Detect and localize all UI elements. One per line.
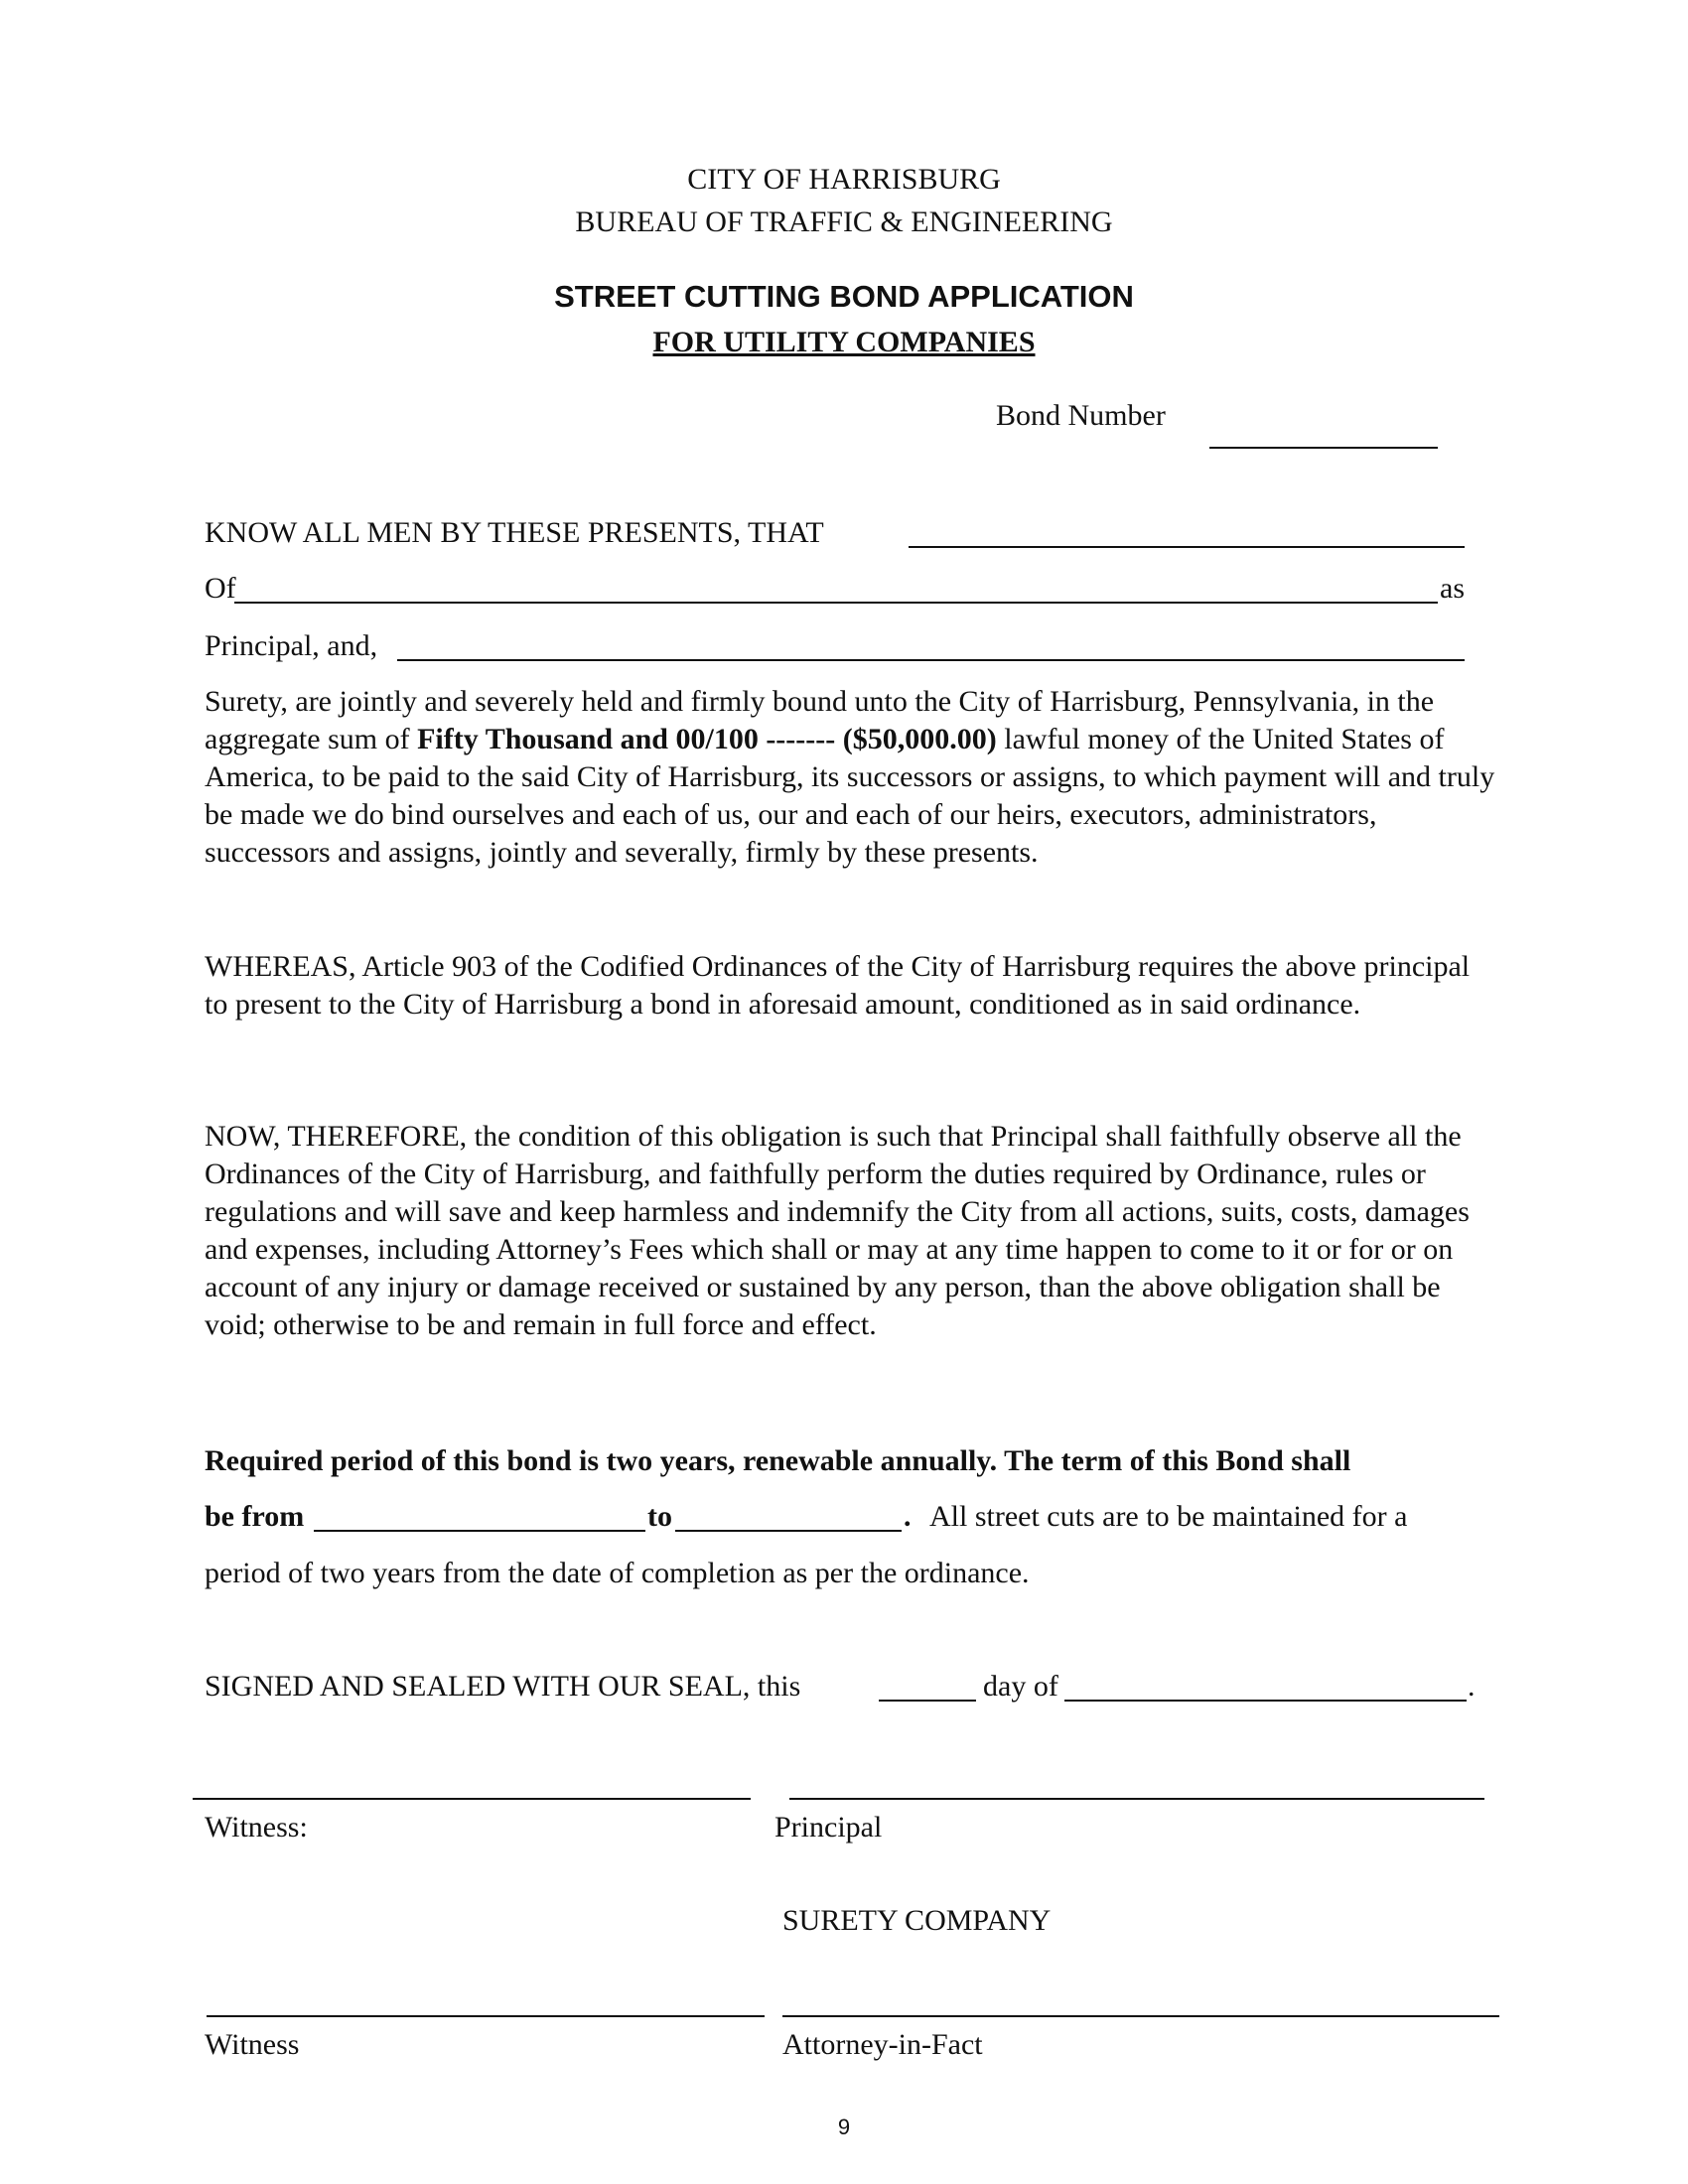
term-to-field[interactable] bbox=[675, 1530, 902, 1532]
bond-number-field[interactable] bbox=[1209, 447, 1438, 449]
witness-label-2: Witness bbox=[205, 2028, 300, 2061]
signed-end-dot: . bbox=[1468, 1670, 1476, 1703]
bond-sum: Fifty Thousand and 00/100 ------- ($50,000.00) bbox=[417, 723, 997, 755]
know-all-text: KNOW ALL MEN BY THESE PRESENTS, THAT bbox=[205, 516, 824, 549]
of-address-field[interactable] bbox=[234, 602, 1438, 604]
witness-signature-line-2[interactable] bbox=[207, 2015, 765, 2017]
bond-number-label: Bond Number bbox=[996, 399, 1166, 432]
of-label: Of bbox=[205, 572, 236, 605]
principal-label: Principal bbox=[774, 1811, 883, 1843]
maintained-text: All street cuts are to be maintained for a bbox=[929, 1500, 1408, 1533]
page-number: 9 bbox=[837, 2115, 851, 2139]
principal-and-label: Principal, and, bbox=[205, 629, 378, 662]
as-label: as bbox=[1440, 572, 1465, 605]
surety-company-label: SURETY COMPANY bbox=[782, 1904, 1052, 1937]
day-field[interactable] bbox=[879, 1700, 976, 1702]
attorney-in-fact-label: Attorney-in-Fact bbox=[782, 2028, 983, 2061]
document-subtitle: FOR UTILITY COMPANIES bbox=[652, 326, 1036, 358]
document-subtitle-wrap bbox=[0, 326, 1688, 359]
principal-name-field[interactable] bbox=[909, 546, 1465, 548]
signed-sealed-text: SIGNED AND SEALED WITH OUR SEAL, this bbox=[205, 1670, 801, 1703]
document-title: STREET CUTTING BOND APPLICATION bbox=[554, 279, 1134, 314]
surety-name-field[interactable] bbox=[397, 659, 1465, 661]
term-line-1: Required period of this bond is two years, renewable annually. The term of this Bond shall bbox=[205, 1444, 1351, 1477]
term-from-field[interactable] bbox=[314, 1530, 645, 1532]
term-line-3: period of two years from the date of completion as per the ordinance. bbox=[205, 1557, 1030, 1589]
attorney-signature-line[interactable] bbox=[782, 2015, 1499, 2017]
witness-label-1: Witness: bbox=[205, 1811, 308, 1843]
day-of-label: day of bbox=[983, 1670, 1058, 1703]
bureau-heading: BUREAU OF TRAFFIC & ENGINEERING bbox=[575, 205, 1113, 238]
term-period: . bbox=[904, 1500, 912, 1533]
principal-signature-line[interactable] bbox=[789, 1798, 1484, 1800]
city-heading: CITY OF HARRISBURG bbox=[687, 163, 1001, 196]
binding-paragraph-text-1: Surety, are jointly and severely held and firmly bound unto the City of Harrisburg, Pennsylvania, in the aggregate sum of bbox=[205, 685, 1435, 755]
binding-paragraph bbox=[205, 683, 1495, 872]
be-from-label: be from bbox=[205, 1500, 305, 1533]
month-year-field[interactable] bbox=[1064, 1700, 1467, 1702]
whereas-paragraph: WHEREAS, Article 903 of the Codified Ordinances of the City of Harrisburg requires the above principal to present to the City of Harrisburg a bond in aforesaid amount, conditioned as in said ordinance. bbox=[205, 950, 1471, 1021]
witness-signature-line-1[interactable] bbox=[193, 1798, 751, 1800]
now-therefore-paragraph: NOW, THEREFORE, the condition of this obligation is such that Principal shall faithfully observe all the Ordinances of the City of Harrisburg, and faithfully perform the duties required by Ordinance, rules or regulations and will save and keep harmless and indemnify the City from all actions, suits, costs, damages and expenses, including Attorney’s Fees which shall or may at any time happen to come to it or for or on account of any injury or damage received or sustained by any person, than the above obligation shall be void; otherwise to be and remain in full force and effect. bbox=[205, 1120, 1470, 1341]
binding-paragraph-text-2: lawful money of the United States of America, to be paid to the said City of Harrisburg, its successors or assigns, to which payment will and truly be made we do bind ourselves and each of us, our and each of our heirs, executors, administrators, successors and assigns, jointly and severally, firmly by these presents. bbox=[205, 723, 1495, 869]
to-label: to bbox=[647, 1500, 672, 1533]
